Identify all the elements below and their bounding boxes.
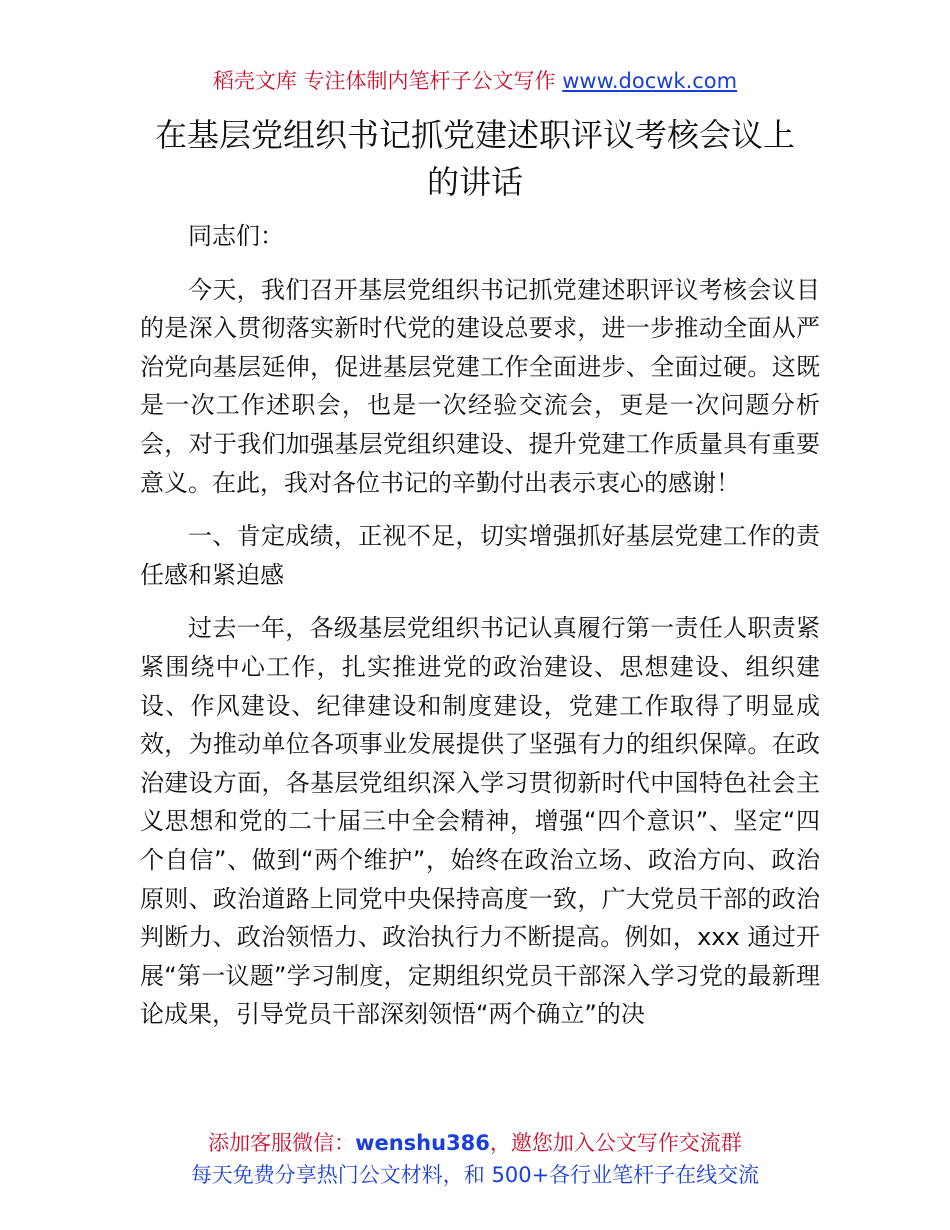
- document-title: 在基层党组织书记抓党建述职评议考核会议上的讲话: [154, 116, 795, 201]
- section-heading: 一、肯定成绩，正视不足，切实增强抓好基层党建工作的责任感和紧迫感: [140, 522, 820, 589]
- footer-line-2: 每天免费分享热门公文材料，和 500+各行业笔杆子在线交流: [190, 1163, 760, 1187]
- footer-line-1: [0, 1127, 950, 1159]
- footer-wechat-id: wenshu386: [355, 1131, 490, 1155]
- promo-footer: [0, 1127, 950, 1191]
- salutation: 同志们：: [188, 222, 284, 250]
- document-body: [140, 217, 820, 1049]
- header-brand-text: 稻壳文库 专注体制内笔杆子公文写作: [212, 69, 556, 93]
- body-paragraph: 今天，我们召开基层党组织书记抓党建述职评议考核会议目的是深入贯彻落实新时代党的建设总要求，进一步推动全面从严治党向基层延伸，促进基层党建工作全面进步、全面过硬。这既是一次工作述职会，也是一次经验交流会，更是一次问题分析会，对于我们加强基层党组织建设、提升党建工作质量具有重要意义。在此，我对各位书记的辛勤付出表示衷心的感谢！: [140, 275, 820, 497]
- body-paragraph: 过去一年，各级基层党组织书记认真履行第一责任人职责紧紧围绕中心工作，扎实推进党的政治建设、思想建设、组织建设、作风建设、纪律建设和制度建设，党建工作取得了明显成效，为推动单位各项事业发展提供了坚强有力的组织保障。在政治建设方面，各基层党组织深入学习贯彻新时代中国特色社会主义思想和党的二十届三中全会精神，增强“四个意识”、坚定“四个自信”、做到“两个维护”，始终在政治立场、政治方向、政治原则、政治道路上同党中央保持高度一致，广大党员干部的政治判断力、政治领悟力、政治执行力不断提高。例如，xxx 通过开展“第一议题”学习制度，定期组织党员干部深入学习党的最新理论成果，引导党员干部深刻领悟“两个确立”的决: [140, 614, 820, 1029]
- site-header: [0, 66, 950, 96]
- footer-wechat-suffix: ，邀您加入公文写作交流群: [489, 1131, 742, 1155]
- header-site-link[interactable]: www.docwk.com: [562, 69, 738, 93]
- footer-wechat-prefix: 添加客服微信：: [208, 1131, 356, 1155]
